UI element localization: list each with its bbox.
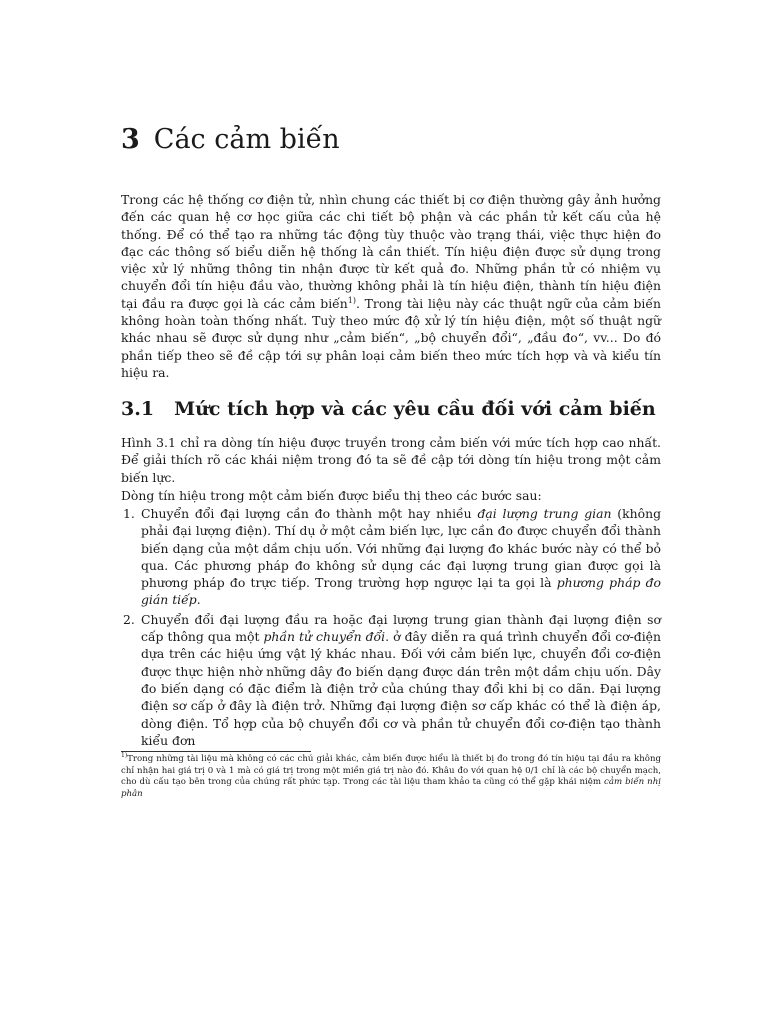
list-item-text: Chuyển đổi đại lượng đầu ra hoặc đại lượng trung gian thành đại lượng điện sơ cấp thông qua một — [141, 611, 661, 645]
intro-paragraph — [121, 191, 661, 381]
footnote-text: Trong những tài liệu mà không có các chú giải khác, cảm biến được hiểu là thiết bị đo trong đó tín hiệu tại đầu ra không chỉ nhận hai giá trị 0 và 1 mà có giá trị trong một miền giá trị nào đó. Khâu đo với quan hệ 0/1 chỉ là các bộ chuyển mạch, cho dù cấu tạo bên trong của chúng rất phức tạp. Trong các tài liệu tham khảo ta cũng có thể gặp khái niệm — [121, 754, 661, 788]
chapter-heading — [121, 124, 340, 155]
list-item-emphasis: phương pháp đo gián tiếp — [141, 575, 661, 608]
section-paragraph-1: Hình 3.1 chỉ ra dòng tín hiệu được truyền trong cảm biến với mức tích hợp cao nhất. Để giải thích rõ các khái niệm trong đó ta sẽ đề cập tới dòng tín hiệu trong một cảm biến lực. — [121, 435, 661, 485]
list-item-number: 1. — [123, 506, 135, 521]
list-item-text: Chuyển đổi đại lượng cần đo thành một hay nhiều — [141, 506, 478, 521]
steps-list — [121, 505, 661, 751]
footnote-emphasis: cảm biến nhị phân — [121, 777, 661, 799]
intro-text-part2: . Trong tài liệu này các thuật ngữ của cảm biến không hoàn toàn thống nhất. Tuỳ theo mức độ xử lý tín hiệu điện, một số thuật ngữ khác nhau sẽ được sử dụng như „cảm biến“, „bộ chuyển đổi“, „đầu đo“, vv... Do đó phần tiếp theo sẽ đề cập tới sự phân loại cảm biến theo mức tích hợp và và kiểu tín hiệu ra. — [121, 295, 661, 380]
chapter-title: Các cảm biến — [153, 124, 340, 155]
intro-text-part1: Trong các hệ thống cơ điện tử, nhìn chung các thiết bị cơ điện thường gây ảnh hưởng đến các quan hệ cơ học giữa các chi tiết bộ phận và các phần tử kết cấu của hệ thống. Để có thể tạo ra những tác động tùy thuộc vào trạng thái, việc thực hiện đo đạc các thông số biểu diễn hệ thống là cần thiết. Tín hiệu điện được sử dụng trong việc xử lý những thông tin nhận được từ kết quả đo. Những phần tử có nhiệm vụ chuyển đổi tín hiệu đầu vào, thường không phải là tín hiệu điện, thành tín hiệu điện tại đầu ra được gọi là các cảm biến — [121, 192, 661, 311]
section-heading — [121, 398, 656, 420]
section-number: 3.1 — [121, 398, 155, 420]
list-item-text: . ở đây diễn ra quá trình chuyển đổi cơ-điện dựa trên các hiệu ứng vật lý khác nhau. Đối với cảm biến lực, chuyển đổi cơ-điện được thực hiện nhờ những dây đo biến dạng được dán trên một dầm chịu uốn. Dây đo biến dạng có đặc điểm là điện trở của chúng thay đổi khi bị co dãn. Đại lượng điện sơ cấp ở đây là điện trở. Những đại lượng điện sơ cấp khác có thể là điện áp, dòng điện. Tổ hợp của bộ chuyển đổi cơ và phần tử chuyển đổi cơ-điện tạo thành kiểu đơn — [141, 629, 661, 748]
section-title: Mức tích hợp và các yêu cầu đối với cảm biến — [174, 398, 656, 420]
footnote-reference: 1) — [347, 295, 356, 305]
list-item-emphasis: phần tử chuyển đổi — [263, 629, 386, 645]
list-item-text: (không phải đại lượng điện). Thí dụ ở một cảm biến lực, lực cần đo được chuyển đổi thành biến dạng của một dầm chịu uốn. Với những đại lượng đo khác bước này có thể bỏ qua. Các phương pháp đo không sử dụng các đại lượng trung gian được gọi là phương pháp đo trực tiếp. Trong trường hợp ngược lại ta gọi là — [141, 506, 661, 591]
footnote-divider — [121, 751, 311, 752]
list-item-number: 2. — [123, 611, 135, 627]
list-item — [121, 611, 661, 749]
footnote — [121, 754, 661, 800]
list-item — [121, 505, 661, 609]
list-item-text: . — [196, 592, 201, 608]
list-item-emphasis: đại lượng trung gian — [477, 506, 612, 521]
section-paragraph-2: Dòng tín hiệu trong một cảm biến được biểu thị theo các bước sau: — [121, 488, 542, 503]
chapter-number: 3 — [121, 124, 140, 155]
footnote-mark: 1) — [121, 752, 128, 760]
